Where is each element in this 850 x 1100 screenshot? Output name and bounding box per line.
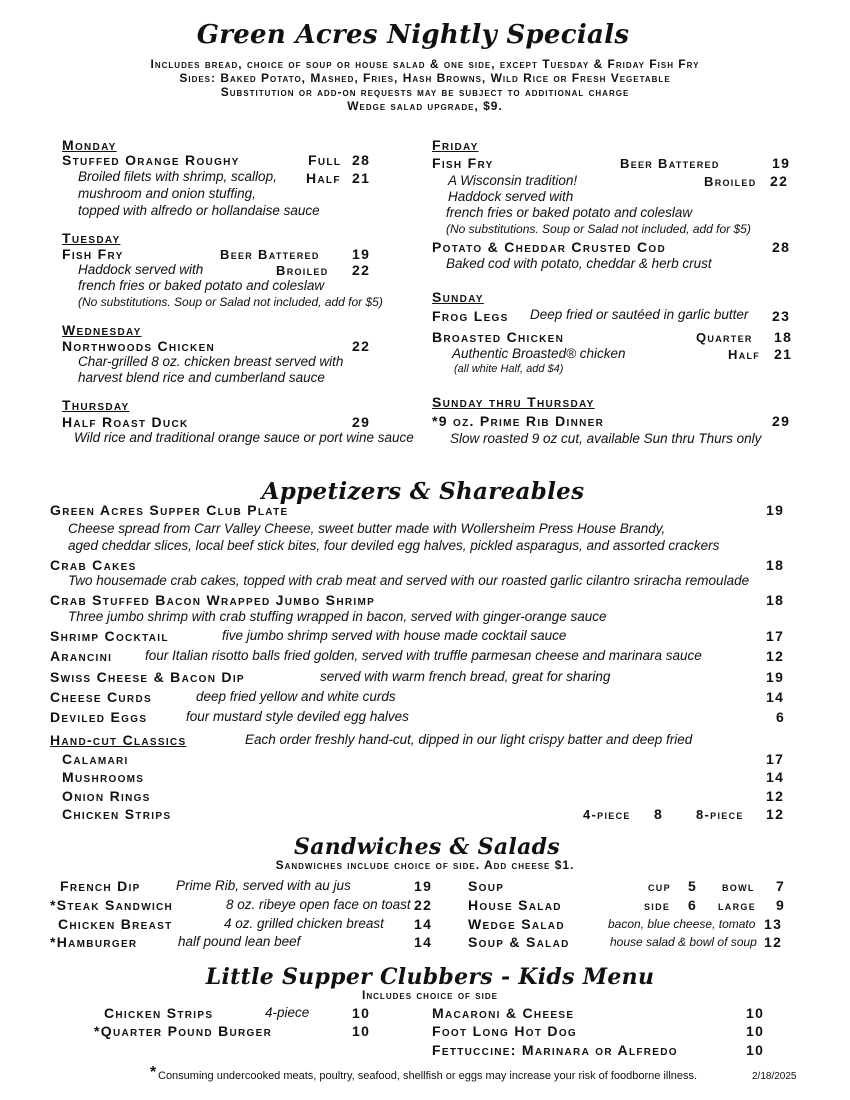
chicken-strips-name: Chicken Strips: [62, 806, 172, 822]
steak-sandwich-price: 22: [414, 897, 433, 913]
broasted-desc: Authentic Broasted® chicken: [452, 346, 626, 361]
french-dip-name: French Dip: [60, 878, 141, 894]
soup-size-bowl: bowl: [722, 879, 755, 894]
house-salad-name: House Salad: [468, 897, 562, 913]
hamburger-name: *Hamburger: [50, 934, 138, 950]
supper-club-plate-desc: aged cheddar slices, local beef stick bites, four deviled egg halves, pickled asparagus, and assorted crackers: [68, 538, 720, 553]
soup-price-bowl: 7: [776, 878, 786, 894]
soup-size-cup: cup: [648, 879, 671, 894]
frog-legs-price: 23: [772, 308, 791, 324]
monday-size-full: Full: [308, 152, 342, 168]
cod-item-name: Potato & Cheddar Crusted Cod: [432, 239, 666, 255]
cheese-curds-name: Cheese Curds: [50, 689, 152, 705]
bacon-shrimp-name: Crab Stuffed Bacon Wrapped Jumbo Shrimp: [50, 592, 376, 608]
monday-price-half: 21: [352, 170, 371, 186]
shrimp-cocktail-desc: five jumbo shrimp served with house made cocktail sauce: [222, 628, 567, 643]
wednesday-desc: Char-grilled 8 oz. chicken breast served with: [78, 354, 344, 369]
monday-price-full: 28: [352, 152, 371, 168]
house-salad-size-side: side: [644, 898, 671, 913]
kids-burger-price: 10: [352, 1023, 371, 1039]
hand-cut-classics-heading: Hand-cut Classics: [50, 732, 187, 748]
crab-cakes-name: Crab Cakes: [50, 557, 137, 573]
friday-desc: A Wisconsin tradition!: [448, 173, 578, 188]
deviled-eggs-price: 6: [776, 709, 786, 725]
supper-club-plate-name: Green Acres Supper Club Plate: [50, 502, 289, 518]
kids-chicken-strips-desc: 4-piece: [265, 1005, 310, 1020]
chicken-strips-size-8: 8-piece: [696, 807, 744, 822]
swiss-dip-name: Swiss Cheese & Bacon Dip: [50, 669, 245, 685]
thursday-desc: Wild rice and traditional orange sauce or port wine sauce: [74, 430, 414, 445]
mushrooms-price: 14: [766, 769, 785, 785]
kids-hotdog-name: Foot Long Hot Dog: [432, 1023, 577, 1039]
sandwiches-subheading: Sandwiches include choice of side. Add cheese $1.: [275, 858, 575, 872]
wedge-salad-desc: bacon, blue cheese, tomato: [608, 917, 756, 931]
shrimp-cocktail-name: Shrimp Cocktail: [50, 628, 169, 644]
kids-chicken-strips-price: 10: [352, 1005, 371, 1021]
bacon-shrimp-desc: Three jumbo shrimp with crab stuffing wrapped in bacon, served with ginger-orange sauce: [68, 609, 607, 624]
chicken-breast-name: Chicken Breast: [58, 916, 173, 932]
sandwiches-heading: Sandwiches & Salads: [294, 834, 560, 860]
supper-club-plate-price: 19: [766, 502, 785, 518]
hand-cut-classics-desc: Each order freshly hand-cut, dipped in our light crispy batter and deep fried: [245, 732, 693, 747]
broasted-size-half: Half: [728, 347, 761, 362]
friday-option-beer: Beer Battered: [620, 156, 720, 171]
friday-price-beer: 19: [772, 155, 791, 171]
steak-sandwich-name: *Steak Sandwich: [50, 897, 174, 913]
thursday-heading: Thursday: [62, 397, 130, 413]
french-dip-price: 19: [414, 878, 433, 894]
soup-salad-name: Soup & Salad: [468, 934, 570, 950]
intro-line: Sides: Baked Potato, Mashed, Fries, Hash Browns, Wild Rice or Fresh Vegetable: [179, 71, 671, 85]
kids-burger-name: *Quarter Pound Burger: [94, 1023, 273, 1039]
calamari-name: Calamari: [62, 751, 129, 767]
soup-price-cup: 5: [688, 878, 698, 894]
friday-item-name: Fish Fry: [432, 155, 494, 171]
tuesday-desc: Haddock served with: [78, 262, 204, 277]
sunday-heading: Sunday: [432, 289, 484, 305]
thursday-price: 29: [352, 414, 371, 430]
deviled-eggs-name: Deviled Eggs: [50, 709, 148, 725]
chicken-strips-size-4: 4-piece: [583, 807, 631, 822]
wednesday-price: 22: [352, 338, 371, 354]
broasted-chicken-name: Broasted Chicken: [432, 329, 565, 345]
kids-menu-subheading: Includes choice of side: [362, 988, 498, 1002]
swiss-dip-desc: served with warm french bread, great for sharing: [320, 669, 611, 684]
tuesday-price-broiled: 22: [352, 262, 371, 278]
monday-heading: Monday: [62, 137, 117, 153]
shrimp-cocktail-price: 17: [766, 628, 785, 644]
tuesday-desc: french fries or baked potato and coleslaw: [78, 278, 325, 293]
broasted-price-quarter: 18: [774, 329, 793, 345]
supper-club-plate-desc: Cheese spread from Carr Valley Cheese, sweet butter made with Wollersheim Press House Brandy,: [68, 521, 666, 536]
onion-rings-name: Onion Rings: [62, 788, 151, 804]
kids-hotdog-price: 10: [746, 1023, 765, 1039]
broasted-size-quarter: Quarter: [696, 330, 753, 345]
intro-line: Wedge salad upgrade, $9.: [347, 99, 503, 113]
cod-price: 28: [772, 239, 791, 255]
house-salad-price-side: 6: [688, 897, 698, 913]
arancini-price: 12: [766, 648, 785, 664]
french-dip-desc: Prime Rib, served with au jus: [176, 878, 351, 893]
kids-fettuccine-price: 10: [746, 1042, 765, 1058]
wednesday-desc: harvest blend rice and cumberland sauce: [78, 370, 325, 385]
steak-sandwich-desc: 8 oz. ribeye open face on toast: [226, 897, 411, 912]
house-salad-price-large: 9: [776, 897, 786, 913]
prime-rib-name: *9 oz. Prime Rib Dinner: [432, 413, 605, 429]
prime-rib-price: 29: [772, 413, 791, 429]
bacon-shrimp-price: 18: [766, 592, 785, 608]
wednesday-item-name: Northwoods Chicken: [62, 338, 216, 354]
friday-desc: Haddock served with: [448, 189, 574, 204]
cod-desc: Baked cod with potato, cheddar & herb crust: [446, 256, 712, 271]
hamburger-price: 14: [414, 934, 433, 950]
intro-line: Substitution or add-on requests may be subject to additional charge: [220, 85, 630, 99]
chicken-strips-price-8: 12: [766, 806, 785, 822]
broasted-price-half: 21: [774, 346, 793, 362]
calamari-price: 17: [766, 751, 785, 767]
footer-asterisk: *: [150, 1064, 157, 1081]
tuesday-note: (No substitutions. Soup or Salad not included, add for $5): [78, 295, 383, 309]
footer-date: 2/18/2025: [752, 1071, 797, 1082]
friday-heading: Friday: [432, 137, 479, 153]
hamburger-desc: half pound lean beef: [178, 934, 301, 949]
broasted-note: (all white Half, add $4): [454, 363, 564, 375]
monday-desc: Broiled filets with shrimp, scallop,: [78, 169, 277, 184]
onion-rings-price: 12: [766, 788, 785, 804]
soup-salad-price: 12: [764, 934, 783, 950]
tuesday-item-name: Fish Fry: [62, 246, 124, 262]
cheese-curds-price: 14: [766, 689, 785, 705]
appetizers-heading: Appetizers & Shareables: [261, 478, 585, 505]
thursday-item-name: Half Roast Duck: [62, 414, 189, 430]
monday-desc: mushroom and onion stuffing,: [78, 186, 256, 201]
footer-disclaimer: Consuming undercooked meats, poultry, seafood, shellfish or eggs may increase your risk of foodborne illness.: [158, 1070, 698, 1082]
wedge-salad-name: Wedge Salad: [468, 916, 565, 932]
friday-note: (No substitutions. Soup or Salad not included, add for $5): [446, 222, 751, 236]
monday-size-half: Half: [306, 170, 341, 186]
prime-rib-desc: Slow roasted 9 oz cut, available Sun thru Thurs only: [450, 431, 762, 446]
frog-legs-name: Frog Legs: [432, 308, 509, 324]
kids-chicken-strips-name: Chicken Strips: [104, 1005, 214, 1021]
arancini-desc: four Italian risotto balls fried golden, served with truffle parmesan cheese and marinara sauce: [145, 648, 702, 663]
tuesday-option-beer: Beer Battered: [220, 247, 320, 262]
cheese-curds-desc: deep fried yellow and white curds: [196, 689, 396, 704]
swiss-dip-price: 19: [766, 669, 785, 685]
tuesday-option-broiled: Broiled: [276, 263, 329, 278]
chicken-strips-price-4: 8: [654, 806, 664, 822]
monday-desc: topped with alfredo or hollandaise sauce: [78, 203, 320, 218]
crab-cakes-price: 18: [766, 557, 785, 573]
tuesday-price-beer: 19: [352, 246, 371, 262]
deviled-eggs-desc: four mustard style deviled egg halves: [186, 709, 409, 724]
page-title: Green Acres Nightly Specials: [196, 20, 630, 50]
chicken-breast-price: 14: [414, 916, 433, 932]
soup-salad-desc: house salad & bowl of soup: [610, 935, 757, 949]
wednesday-heading: Wednesday: [62, 322, 142, 338]
mushrooms-name: Mushrooms: [62, 769, 145, 785]
arancini-name: Arancini: [50, 648, 113, 664]
soup-name: Soup: [468, 878, 505, 894]
kids-menu-heading: Little Supper Clubbers - Kids Menu: [205, 964, 655, 990]
friday-price-broiled: 22: [770, 173, 789, 189]
wedge-salad-price: 13: [764, 916, 783, 932]
kids-fettuccine-name: Fettuccine: Marinara or Alfredo: [432, 1042, 678, 1058]
frog-legs-desc: Deep fried or sautéed in garlic butter: [530, 307, 749, 322]
kids-mac-price: 10: [746, 1005, 765, 1021]
house-salad-size-large: large: [718, 898, 756, 913]
crab-cakes-desc: Two housemade crab cakes, topped with crab meat and served with our roasted garlic cilantro sriracha remoulade: [68, 573, 750, 588]
friday-desc: french fries or baked potato and coleslaw: [446, 205, 693, 220]
monday-item-name: Stuffed Orange Roughy: [62, 152, 240, 168]
chicken-breast-desc: 4 oz. grilled chicken breast: [224, 916, 384, 931]
friday-option-broiled: Broiled: [704, 174, 757, 189]
tuesday-heading: Tuesday: [62, 230, 121, 246]
intro-line: Includes bread, choice of soup or house salad & one side, except Tuesday & Friday Fish Fry: [150, 57, 700, 71]
kids-mac-name: Macaroni & Cheese: [432, 1005, 575, 1021]
sunthurs-heading: Sunday thru Thursday: [432, 394, 595, 410]
